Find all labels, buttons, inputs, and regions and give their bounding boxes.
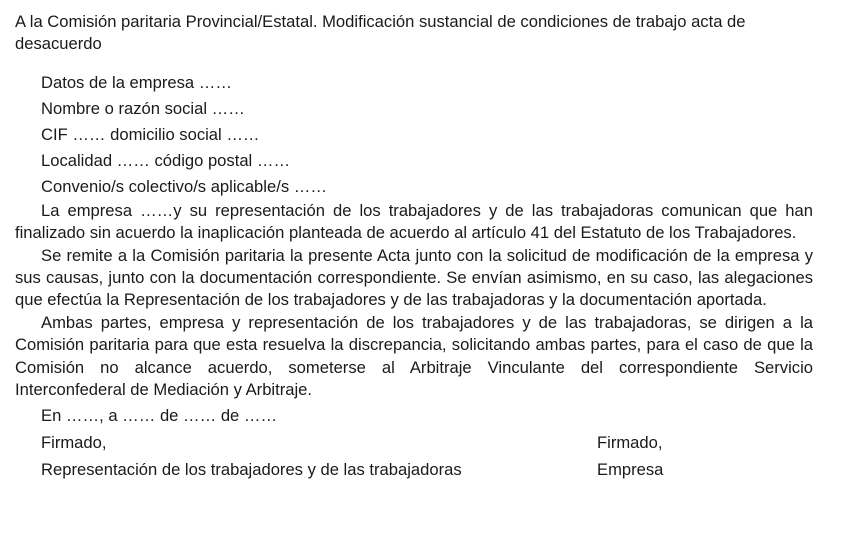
company-signed-label: Firmado, bbox=[597, 433, 663, 453]
company-data-fields bbox=[15, 70, 813, 200]
signatories-row bbox=[15, 456, 813, 483]
document bbox=[15, 11, 813, 483]
field-company-data: Datos de la empresa …… bbox=[41, 72, 232, 92]
field-collective-agreement: Convenio/s colectivo/s aplicable/s …… bbox=[41, 176, 327, 196]
company-label: Empresa bbox=[597, 460, 664, 480]
paragraph-arbitration: Ambas partes, empresa y representación de los trabajadores y de las trabajadoras, se dirigen a la Comisión paritaria para que esta resuelva la discrepancia, solicitando ambas partes, para el caso de que la Comisión no alcance acuerdo, someterse al Arbitraje Vinculante del correspondiente Servicio Interconfederal de Mediación y Arbitraje. bbox=[15, 312, 813, 400]
paragraph-submission: Se remite a la Comisión paritaria la presente Acta junto con la solicitud de modificación de la empresa y sus causas, junto con la documentación correspondiente. Se envían asimismo, en su caso, las alegaciones que efectúa la Representación de los trabajadores y de las trabajadoras y la documentación aportada. bbox=[15, 245, 813, 310]
field-locality-postal-code: Localidad …… código postal …… bbox=[41, 150, 291, 170]
document-title: A la Comisión paritaria Provincial/Estatal. Modificación sustancial de condiciones de trabajo acta de desacuerdo bbox=[15, 12, 746, 54]
field-company-name: Nombre o razón social …… bbox=[41, 98, 245, 118]
paragraph-no-agreement: La empresa ……y su representación de los trabajadores y de las trabajadoras comunican que han finalizado sin acuerdo la inaplicación planteada de acuerdo al artículo 41 del Estatuto de los Trabajadores. bbox=[15, 200, 813, 243]
field-cif-address: CIF …… domicilio social …… bbox=[41, 124, 260, 144]
workers-signed-label: Firmado, bbox=[41, 433, 107, 453]
workers-representation-label: Representación de los trabajadores y de las trabajadoras bbox=[41, 460, 462, 480]
signed-row bbox=[15, 429, 813, 456]
date-line: En ……, a …… de …… de …… bbox=[41, 406, 278, 426]
